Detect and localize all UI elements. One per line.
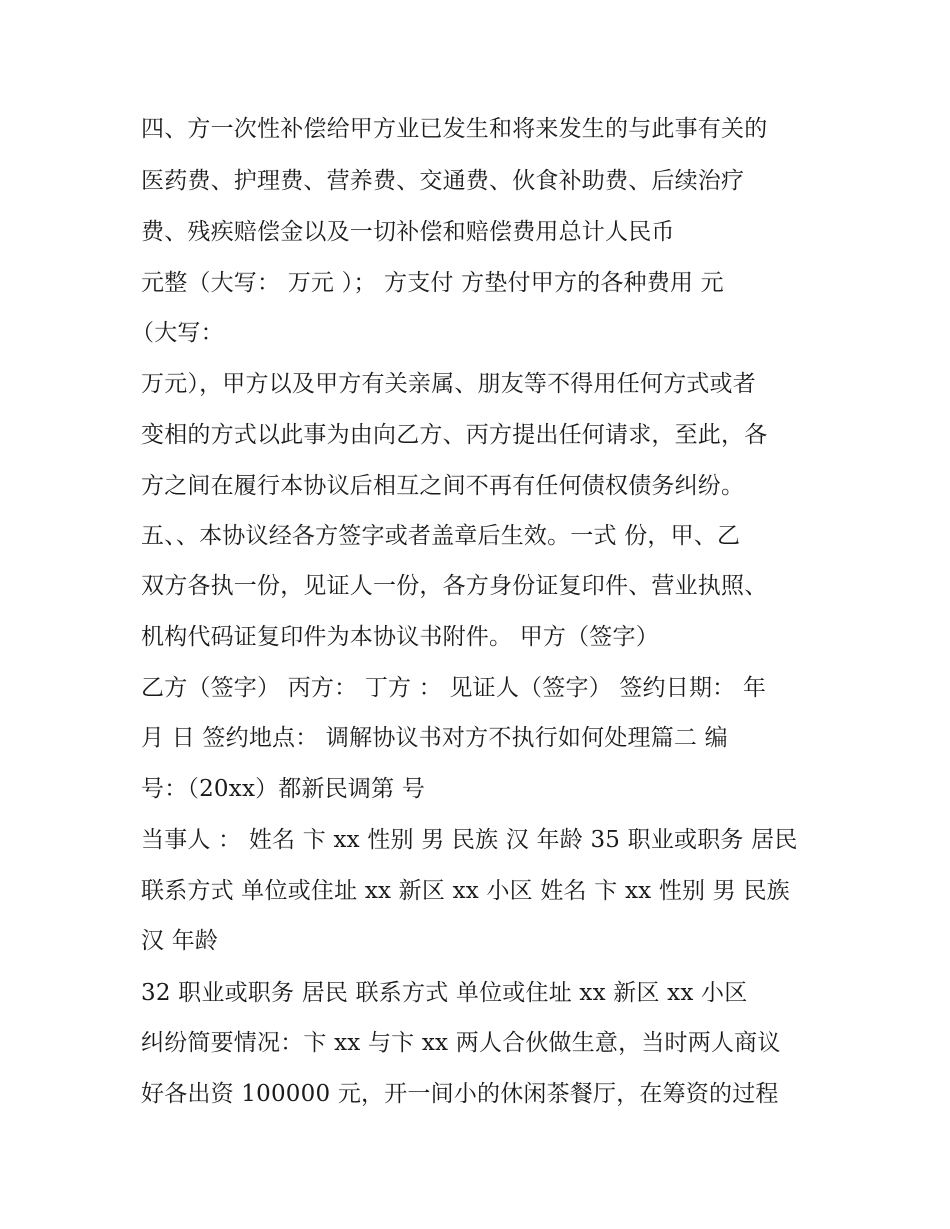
text-line: 费、残疾赔偿金以及一切补偿和赔偿费用总计人民币 <box>141 219 675 245</box>
text-line: （大写： <box>131 320 224 346</box>
text-line: 双方各执一份，见证人一份，各方身份证复印件、营业执照、 <box>141 573 768 599</box>
text-line: 纠纷简要情况：卞 xx 与卞 xx 两人合伙做生意，当时两人商议 <box>141 1030 781 1056</box>
text-line: 变相的方式以此事为由向乙方、丙方提出任何请求，至此，各 <box>141 422 768 448</box>
text-line: 联系方式 单位或住址 xx 新区 xx 小区 姓名 卞 xx 性别 男 民族 <box>141 878 790 904</box>
text-line: 五、、本协议经各方签字或者盖章后生效。一式 份，甲、乙 <box>141 523 741 549</box>
text-line: 好各出资 100000 元，开一间小的休闲茶餐厅，在筹资的过程 <box>141 1081 779 1107</box>
text-line: 元整（大写： 万元 ）； 方支付 方垫付甲方的各种费用 元 <box>141 270 724 296</box>
text-line: 乙方（签字） 丙方： 丁方 ： 见证人（签字） 签约日期： 年 <box>141 675 767 701</box>
text-line: 月 日 签约地点： 调解协议书对方不执行如何处理篇二 编 <box>141 725 728 751</box>
text-line: 方之间在履行本协议后相互之间不再有任何债权债务纠纷。 <box>141 473 745 499</box>
text-line: 万元），甲方以及甲方有关亲属、朋友等不得用任何方式或者 <box>141 371 756 397</box>
text-line: 医药费、护理费、营养费、交通费、伙食补助费、后续治疗 <box>141 168 745 194</box>
text-line: 四、方一次性补偿给甲方业已发生和将来发生的与此事有关的 <box>141 116 768 142</box>
text-line: 当事人 ： 姓名 卞 xx 性别 男 民族 汉 年龄 35 职业或职务 居民 <box>141 827 798 853</box>
text-line: 机构代码证复印件为本协议书附件。 甲方（签字） <box>141 624 659 650</box>
text-line: 汉 年龄 <box>141 928 219 954</box>
text-line: 号：（20xx）都新民调第 号 <box>141 776 426 802</box>
text-line: 32 职业或职务 居民 联系方式 单位或住址 xx 新区 xx 小区 <box>141 980 748 1006</box>
